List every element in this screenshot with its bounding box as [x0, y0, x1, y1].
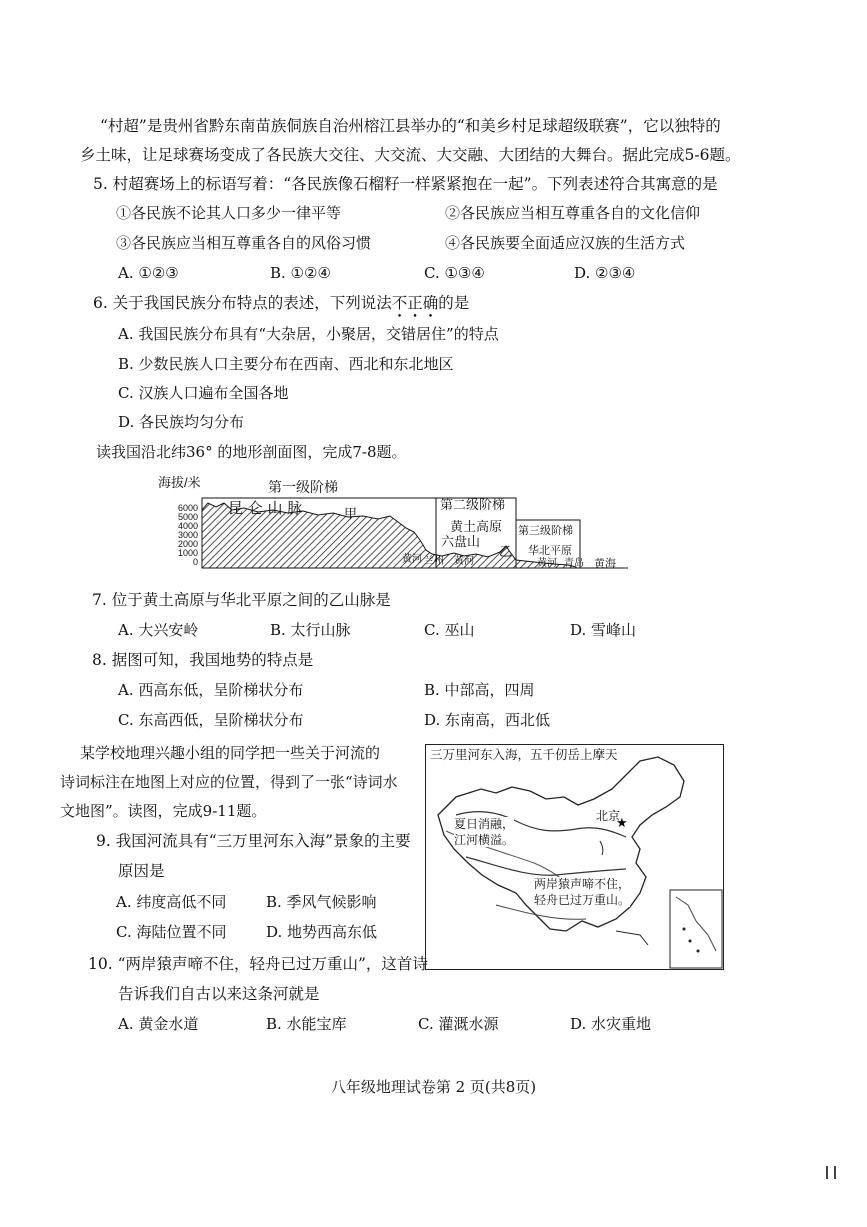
q7-option-d[interactable]: D. 雪峰山 [570, 621, 637, 639]
q6-stem-pre: 6. 关于我国民族分布特点的表述，下列说法 [93, 294, 392, 312]
q8-option-d[interactable]: D. 东南高，西北低 [424, 711, 551, 729]
q7-option-c[interactable]: C. 巫山 [424, 621, 475, 639]
beijing-star-icon: ★ [616, 816, 628, 831]
q7-stem: 7. 位于黄土高原与华北平原之间的乙山脉是 [92, 591, 391, 609]
hainan-coast [616, 931, 648, 945]
poem-glacier-line-1: 夏日消融， [454, 817, 515, 831]
label-qingdao: 青岛 [564, 558, 584, 569]
map-intro-line-1: 某学校地理兴趣小组的同学把一些关于河流的 [80, 744, 381, 762]
q10-stem-line-1: 10. “两岸猿声啼不住，轻舟已过万重山”，这首诗 [88, 955, 428, 973]
poem-glacier-line-2: 江河横溢。 [454, 833, 515, 847]
q6-option-a[interactable]: A. 我国民族分布具有“大杂居，小聚居，交错居住”的特点 [118, 325, 499, 343]
tick-2000: 2000 [177, 539, 198, 549]
q10-option-d[interactable]: D. 水灾重地 [570, 1015, 652, 1033]
tick-4000: 4000 [177, 521, 198, 531]
q5-statement-3: ③各民族应当相互尊重各自的风俗习惯 [116, 234, 372, 252]
terrain-profile-figure [158, 470, 628, 578]
q6-stem-post: 的是 [438, 294, 470, 312]
inset-island [689, 940, 692, 943]
q5-option-a[interactable]: A. ①②③ [118, 264, 179, 282]
inset-island [683, 928, 686, 931]
q6-option-c[interactable]: C. 汉族人口遍布全国各地 [118, 384, 289, 402]
page-footer: 八年级地理试卷第 2 页(共8页) [330, 1078, 537, 1096]
q5-option-c[interactable]: C. ①③④ [424, 264, 485, 282]
q6-option-b[interactable]: B. 少数民族人口主要分布在西南、西北和东北地区 [118, 355, 454, 373]
map-title-poem: 三万里河东入海，五千仞岳上摩天 [430, 747, 618, 762]
label-loess-plateau: 黄土高原 [450, 520, 503, 535]
profile-ylabel: 海拔/米 [158, 475, 201, 490]
tick-1000: 1000 [177, 548, 198, 558]
profile-intro: 读我国沿北纬36° 的地形剖面图，完成7-8题。 [96, 443, 407, 461]
map-intro-line-3: 文地图”。读图，完成9-11题。 [60, 802, 267, 820]
q7-option-b[interactable]: B. 太行山脉 [270, 621, 351, 639]
label-huanghe-3: 黄河 [537, 558, 557, 569]
map-intro-line-2: 诗词标注在地图上对应的位置，得到了一张“诗词水 [60, 773, 398, 791]
label-lanzhou: 兰州 [424, 556, 444, 567]
poetry-hydrology-map [425, 744, 724, 970]
q10-option-a[interactable]: A. 黄金水道 [118, 1015, 199, 1033]
q9-option-d[interactable]: D. 地势西高东低 [266, 923, 378, 941]
label-huanghe-1: 黄河 [402, 554, 422, 565]
q6-emphasis-3: 确 [422, 294, 439, 312]
q6-emphasis-2: 正 [407, 294, 423, 312]
q9-stem-line-2: 原因是 [118, 862, 165, 880]
q8-option-a[interactable]: A. 西高东低，呈阶梯状分布 [118, 681, 304, 699]
label-huanghai: 黄海 [594, 557, 616, 570]
q8-option-c[interactable]: C. 东高西低，呈阶梯状分布 [118, 711, 304, 729]
label-kunlun: 昆 仑 山 脉 [228, 499, 303, 517]
label-step-2: 第二级阶梯 [440, 498, 506, 513]
q6-option-d[interactable]: D. 各民族均匀分布 [118, 413, 245, 431]
poem-gorges-line-1: 两岸猿声啼不住， [534, 877, 631, 891]
label-huanghe-2: 黄河 [454, 556, 474, 567]
q9-option-c[interactable]: C. 海陆位置不同 [116, 923, 227, 941]
q7-option-a[interactable]: A. 大兴安岭 [118, 621, 199, 639]
q5-option-d[interactable]: D. ②③④ [574, 264, 636, 282]
label-step-1: 第一级阶梯 [268, 480, 338, 496]
q5-statement-4: ④各民族要全面适应汉族的生活方式 [445, 234, 686, 252]
q10-option-b[interactable]: B. 水能宝库 [266, 1015, 347, 1033]
q8-stem: 8. 据图可知，我国地势的特点是 [92, 651, 314, 669]
q9-option-b[interactable]: B. 季风气候影响 [266, 893, 377, 911]
label-beijing: 北京 [596, 809, 621, 823]
label-jia: 甲 [344, 507, 358, 522]
tick-3000: 3000 [177, 530, 198, 540]
q6-emphasis-1: 不 [391, 294, 408, 312]
q9-option-a[interactable]: A. 纬度高低不同 [116, 893, 227, 911]
china-map-outline [426, 745, 723, 969]
tick-6000: 6000 [177, 503, 198, 513]
poem-gorges-line-2: 轻舟已过万重山。 [534, 893, 631, 907]
q6-stem [93, 294, 469, 312]
tick-0: 0 [192, 557, 198, 567]
q10-option-c[interactable]: C. 灌溉水源 [418, 1015, 499, 1033]
label-liupan: 六盘山 [441, 535, 481, 550]
q5-option-b[interactable]: B. ①②④ [270, 264, 331, 282]
intro-line-1: “村超”是贵州省黔东南苗族侗族自治州榕江县举办的“和美乡村足球超级联赛”，它以独特的 [100, 117, 721, 135]
q8-option-b[interactable]: B. 中部高，四周 [424, 681, 535, 699]
intro-line-2: 乡土味，让足球赛场变成了各民族大交往、大交流、大交融、大团结的大舞台。据此完成5-6题。 [80, 146, 741, 164]
q5-statement-2: ②各民族应当相互尊重各自的文化信仰 [445, 204, 701, 222]
south-sea-inset [670, 890, 722, 968]
label-huabei: 华北平原 [528, 544, 572, 557]
q5-stem: 5. 村超赛场上的标语写着：“各民族像石榴籽一样紧紧抱在一起”。下列表述符合其寓意的是 [93, 175, 718, 193]
q10-stem-line-2: 告诉我们自古以来这条河就是 [118, 985, 320, 1003]
binder-mark [826, 1166, 828, 1179]
label-yi: 乙 [499, 545, 513, 560]
label-step-3: 第三级阶梯 [518, 524, 573, 537]
q9-stem-line-1: 9. 我国河流具有“三万里河东入海”景象的主要 [96, 832, 411, 850]
inset-island [697, 950, 700, 953]
binder-mark [834, 1166, 836, 1179]
q5-statement-1: ①各民族不论其人口多少一律平等 [116, 204, 342, 222]
tick-5000: 5000 [177, 512, 198, 522]
